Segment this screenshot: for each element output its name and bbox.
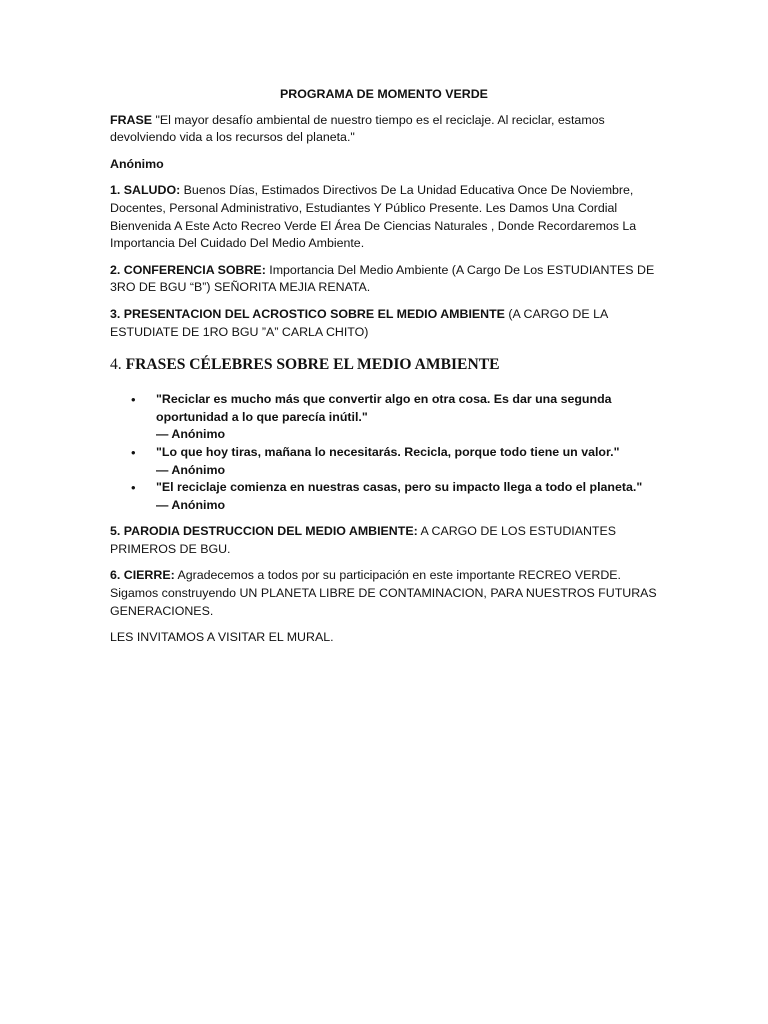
bullet-icon: • — [131, 480, 136, 496]
section-cierre — [110, 567, 658, 620]
section-saludo-label: 1. SALUDO: — [110, 183, 181, 198]
section-frases-heading — [110, 355, 658, 375]
list-item — [110, 391, 658, 444]
section-saludo-text: Buenos Días, Estimados Directivos De La Unidad Educativa Once De Noviembre, Docentes, Personal Administrativo, Estudiantes Y Público Presente. Les Damos Una Cordial Bienvenida A Este Acto Recreo Verde El Área De Ciencias Naturales , Donde Recordaremos La Importancia Del Cuidado Del Medio Ambiente. — [110, 183, 637, 251]
section-parodia — [110, 523, 658, 558]
section-conferencia-label: 2. CONFERENCIA SOBRE: — [110, 262, 266, 277]
quote-text: "El reciclaje comienza en nuestras casas, pero su impacto llega a todo el planeta." — [156, 480, 643, 495]
quote-author: — Anónimo — [156, 462, 226, 477]
bullet-icon: • — [131, 392, 136, 408]
section-acrostico-text: (A CARGO DE LA ESTUDIATE DE 1RO BGU ”A” CARLA CHITO) — [110, 306, 608, 339]
section-saludo — [110, 182, 658, 252]
frase-text: "El mayor desafío ambiental de nuestro tiempo es el reciclaje. Al reciclar, estamos devolviendo vida a los recursos del planeta." — [110, 112, 605, 145]
quote-author: — Anónimo — [156, 497, 226, 512]
section-conferencia-text: Importancia Del Medio Ambiente (A Cargo De Los ESTUDIANTES DE 3RO DE BGU “B”) SEÑORITA MEJIA RENATA. — [110, 262, 655, 295]
bullet-icon: • — [131, 444, 136, 460]
frase-label: FRASE — [110, 112, 152, 127]
quotes-list — [110, 391, 658, 514]
document-body — [110, 86, 658, 656]
section-frases-title: FRASES CÉLEBRES SOBRE EL MEDIO AMBIENTE — [125, 356, 500, 374]
list-item — [110, 444, 658, 479]
quote-author: — Anónimo — [156, 427, 226, 442]
section-cierre-text: Agradecemos a todos por su participación en este importante RECREO VERDE. Sigamos construyendo UN PLANETA LIBRE DE CONTAMINACION, PARA NUESTROS FUTURAS GENERACIONES. — [110, 568, 657, 618]
section-acrostico-label: 3. PRESENTACION DEL ACROSTICO SOBRE EL MEDIO AMBIENTE — [110, 306, 505, 321]
section-conferencia — [110, 262, 658, 297]
frase-author: Anónimo — [110, 156, 164, 171]
section-cierre-label: 6. CIERRE: — [110, 568, 175, 583]
quote-text: "Reciclar es mucho más que convertir algo en otra cosa. Es dar una segunda oportunidad a lo que parecía inútil." — [156, 392, 612, 424]
section-parodia-label: 5. PARODIA DESTRUCCION DEL MEDIO AMBIENTE: — [110, 524, 418, 539]
frase-paragraph — [110, 112, 658, 147]
section-frases-number: 4. — [110, 356, 126, 374]
document-title: PROGRAMA DE MOMENTO VERDE — [280, 87, 488, 101]
quote-text: "Lo que hoy tiras, mañana lo necesitarás. Recicla, porque todo tiene un valor." — [156, 444, 620, 459]
list-item — [110, 479, 658, 514]
closing-line: LES INVITAMOS A VISITAR EL MURAL. — [110, 630, 334, 645]
section-parodia-text: A CARGO DE LOS ESTUDIANTES PRIMEROS DE BGU. — [110, 524, 617, 556]
section-acrostico — [110, 306, 658, 341]
